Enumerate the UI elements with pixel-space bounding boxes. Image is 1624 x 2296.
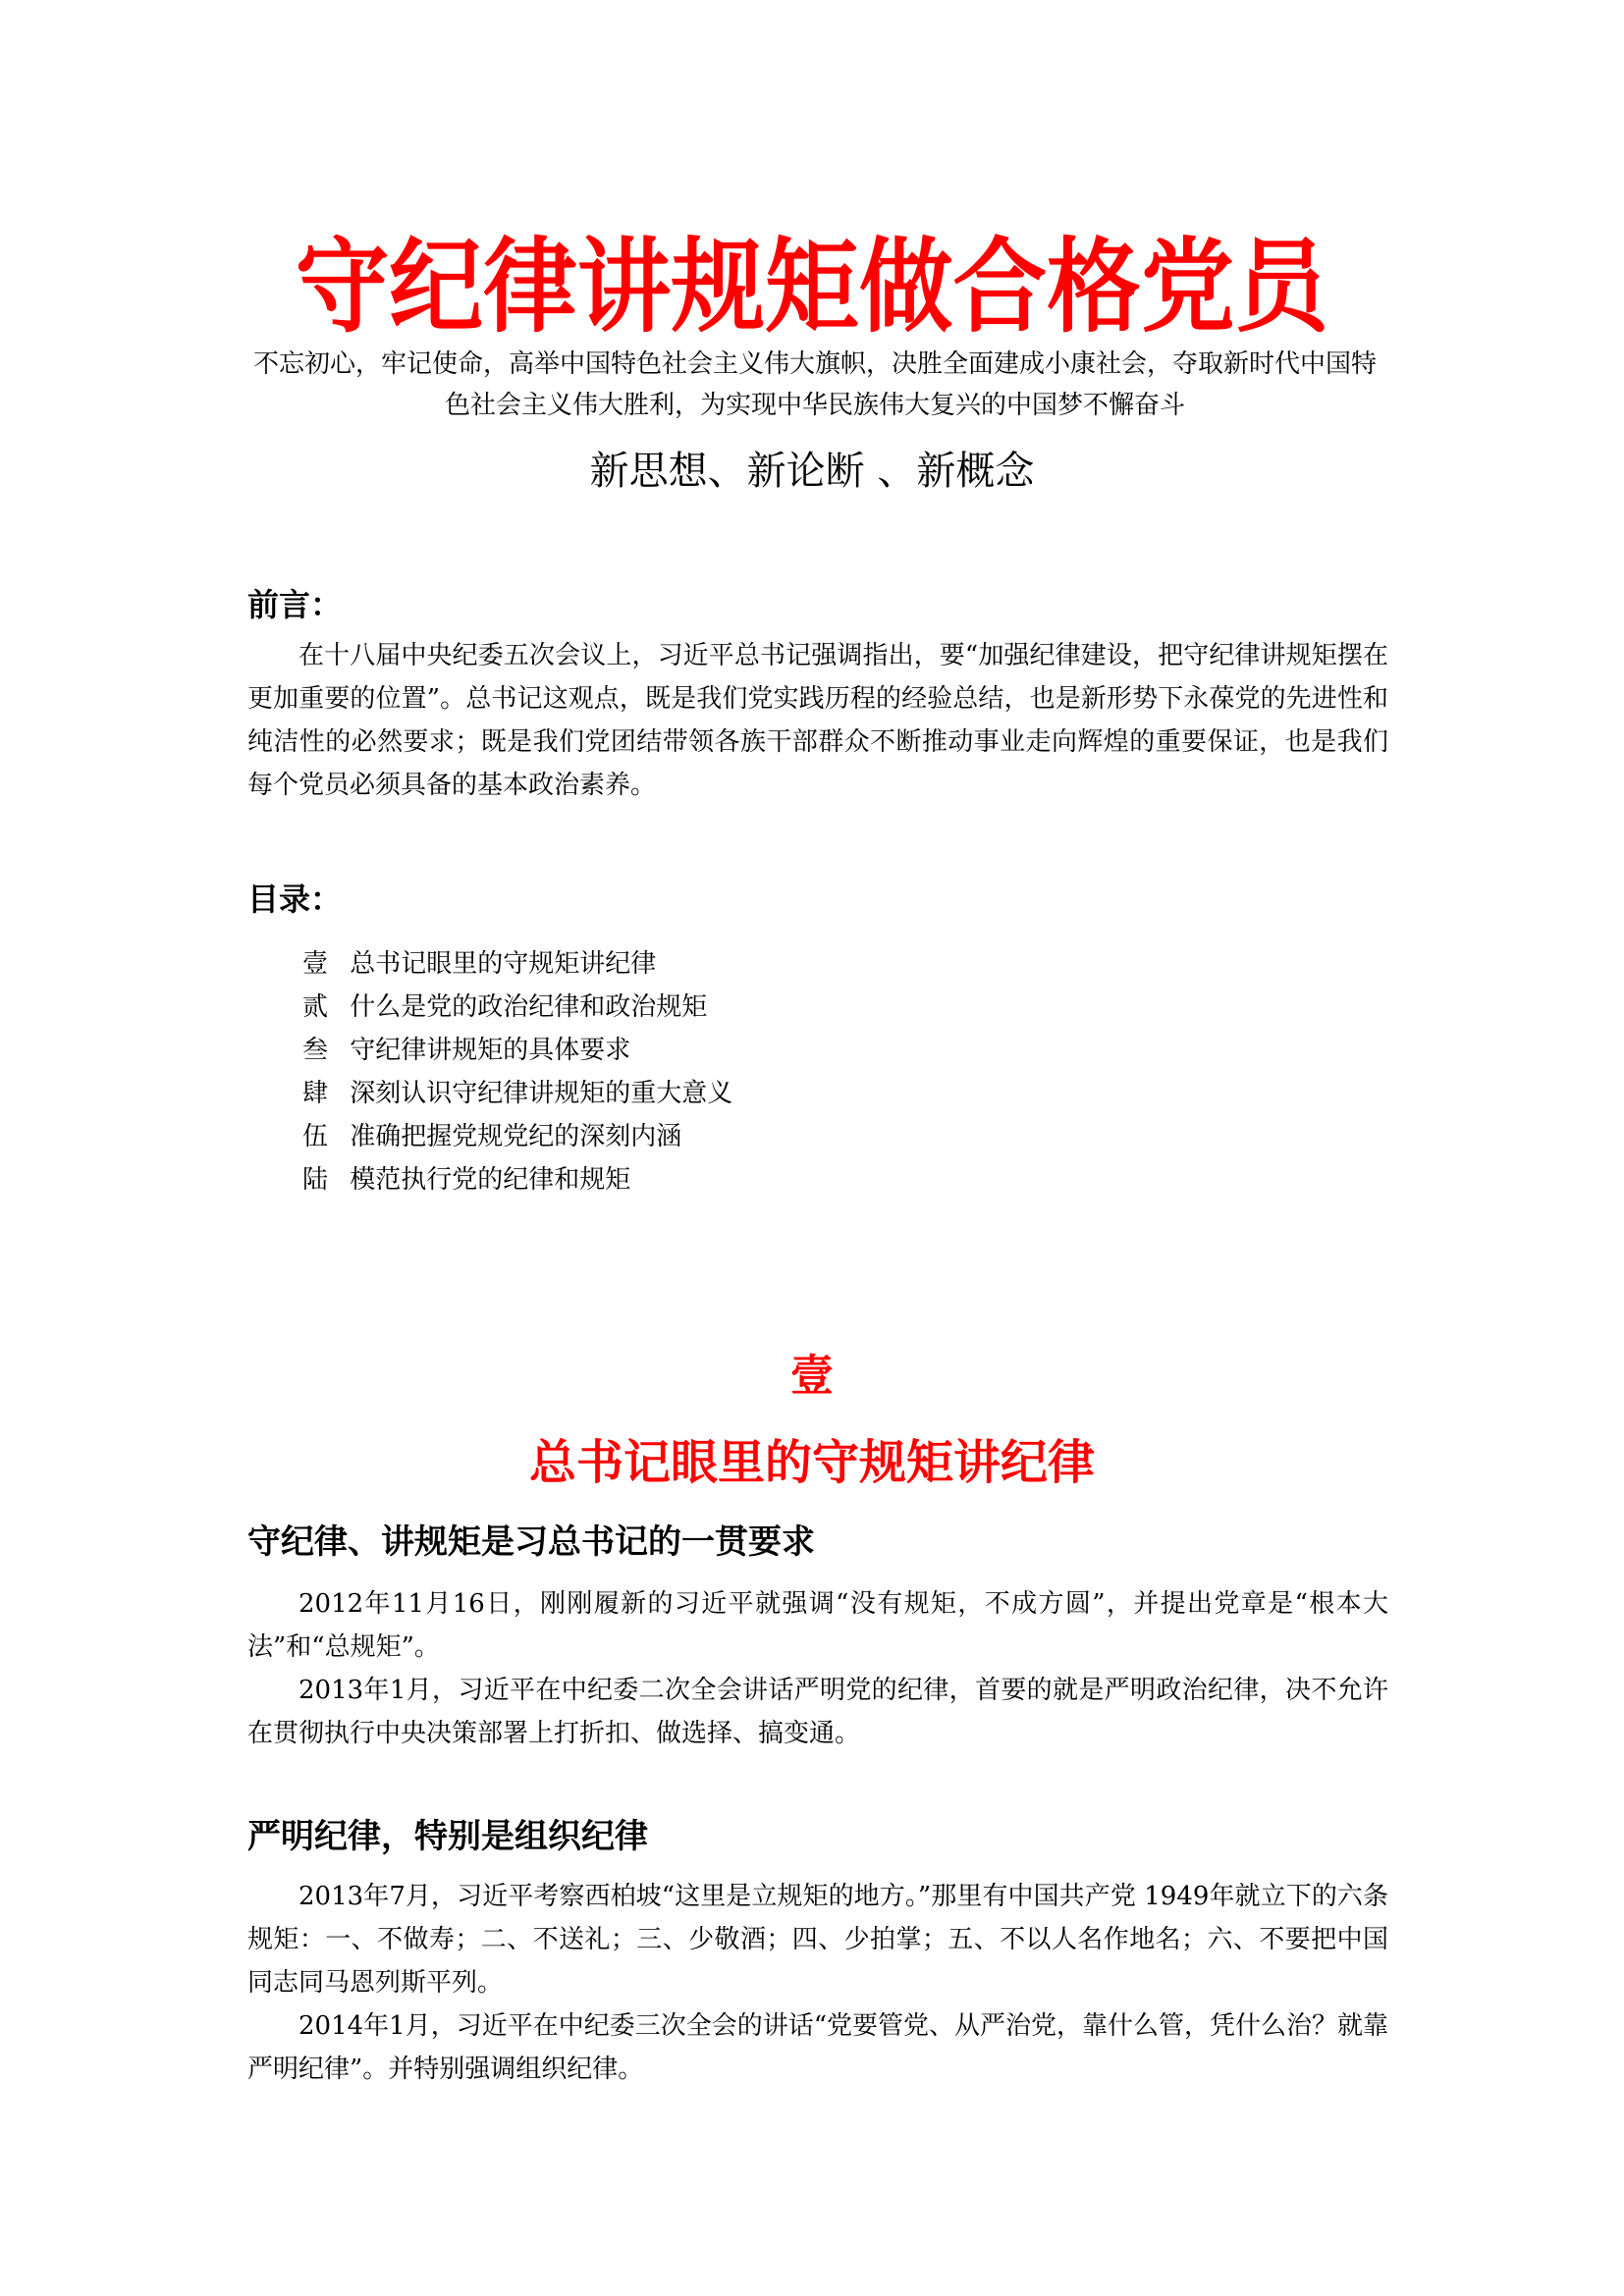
chapter-title: 总书记眼里的守规矩讲纪律 [528, 1435, 1095, 1490]
preface-paragraph: 在十八届中央纪委五次会议上，习近平总书记强调指出，要“加强纪律建设，把守纪律讲规矩摆在更加重要的位置”。总书记这观点，既是我们党实践历程的经验总结，也是新形势下永葆党的先进性和纯洁性的必然要求；既是我们党团结带领各族干部群众不断推动事业走向辉煌的重要保证，也是我们每个党员必须具备的基本政治素养。 [247, 641, 1388, 800]
section-paragraph: 2013年1月，习近平在中纪委二次全会讲话严明党的纪律，首要的就是严明政治纪律，决不允许在贯彻执行中央决策部署上打折扣、做选择、搞变通。 [247, 1676, 1388, 1748]
section-heading: 守纪律、讲规矩是习总书记的一贯要求 [247, 1522, 815, 1562]
toc-item[interactable] [302, 1115, 732, 1158]
toc-item[interactable] [302, 942, 732, 986]
toc-item-number: 贰 [302, 992, 329, 1022]
section-paragraph: 2012年11月16日，刚刚履新的习近平就强调“没有规矩，不成方圆”，并提出党章是“根本大法”和“总规矩”。 [247, 1589, 1388, 1662]
toc-item-title: 守纪律讲规矩的具体要求 [350, 1036, 631, 1065]
toc-item-number: 肆 [302, 1079, 329, 1108]
toc-item-title: 什么是党的政治纪律和政治规矩 [350, 992, 708, 1022]
document-subtitle: 不忘初心，牢记使命，高举中国特色社会主义伟大旗帜，决胜全面建成小康社会，夺取新时代中国特色社会主义伟大胜利，为实现中华民族伟大复兴的中国梦不懈奋斗 [252, 349, 1377, 420]
toc-item-title: 深刻认识守纪律讲规矩的重大意义 [350, 1079, 733, 1108]
document-title: 守纪律讲规矩做合格党员 [295, 227, 1329, 347]
toc-item[interactable] [302, 986, 732, 1029]
toc-item[interactable] [302, 1072, 732, 1115]
toc-item-number: 壹 [302, 949, 329, 979]
toc-item-number: 伍 [302, 1122, 329, 1151]
toc-item-title: 模范执行党的纪律和规矩 [350, 1165, 631, 1195]
toc-item[interactable] [302, 1158, 732, 1201]
section-paragraph: 2013年7月，习近平考察西柏坡“这里是立规矩的地方。”那里有中国共产党 1949年就立下的六条规矩：一、不做寿；二、不送礼；三、少敬酒；四、少拍掌；五、不以人名作地名；六、不要把中国同志同马恩列斯平列。 [247, 1882, 1388, 1998]
toc-label: 目录： [247, 881, 343, 918]
table-of-contents [302, 942, 732, 1201]
toc-item[interactable] [302, 1029, 732, 1072]
section-paragraph: 2014年1月，习近平在中纪委三次全会的讲话“党要管党、从严治党，靠什么管，凭什么治？就靠严明纪律”。并特别强调组织纪律。 [247, 2011, 1389, 2084]
toc-item-title: 准确把握党规党纪的深刻内涵 [350, 1122, 682, 1151]
preface-label: 前言： [247, 586, 343, 623]
toc-item-number: 叁 [302, 1036, 329, 1065]
toc-item-title: 总书记眼里的守规矩讲纪律 [350, 949, 657, 979]
section-heading: 严明纪律，特别是组织纪律 [247, 1817, 648, 1856]
concepts-heading: 新思想、新论断 、新概念 [589, 449, 1035, 494]
chapter-number: 壹 [790, 1351, 834, 1401]
toc-item-number: 陆 [302, 1165, 329, 1195]
